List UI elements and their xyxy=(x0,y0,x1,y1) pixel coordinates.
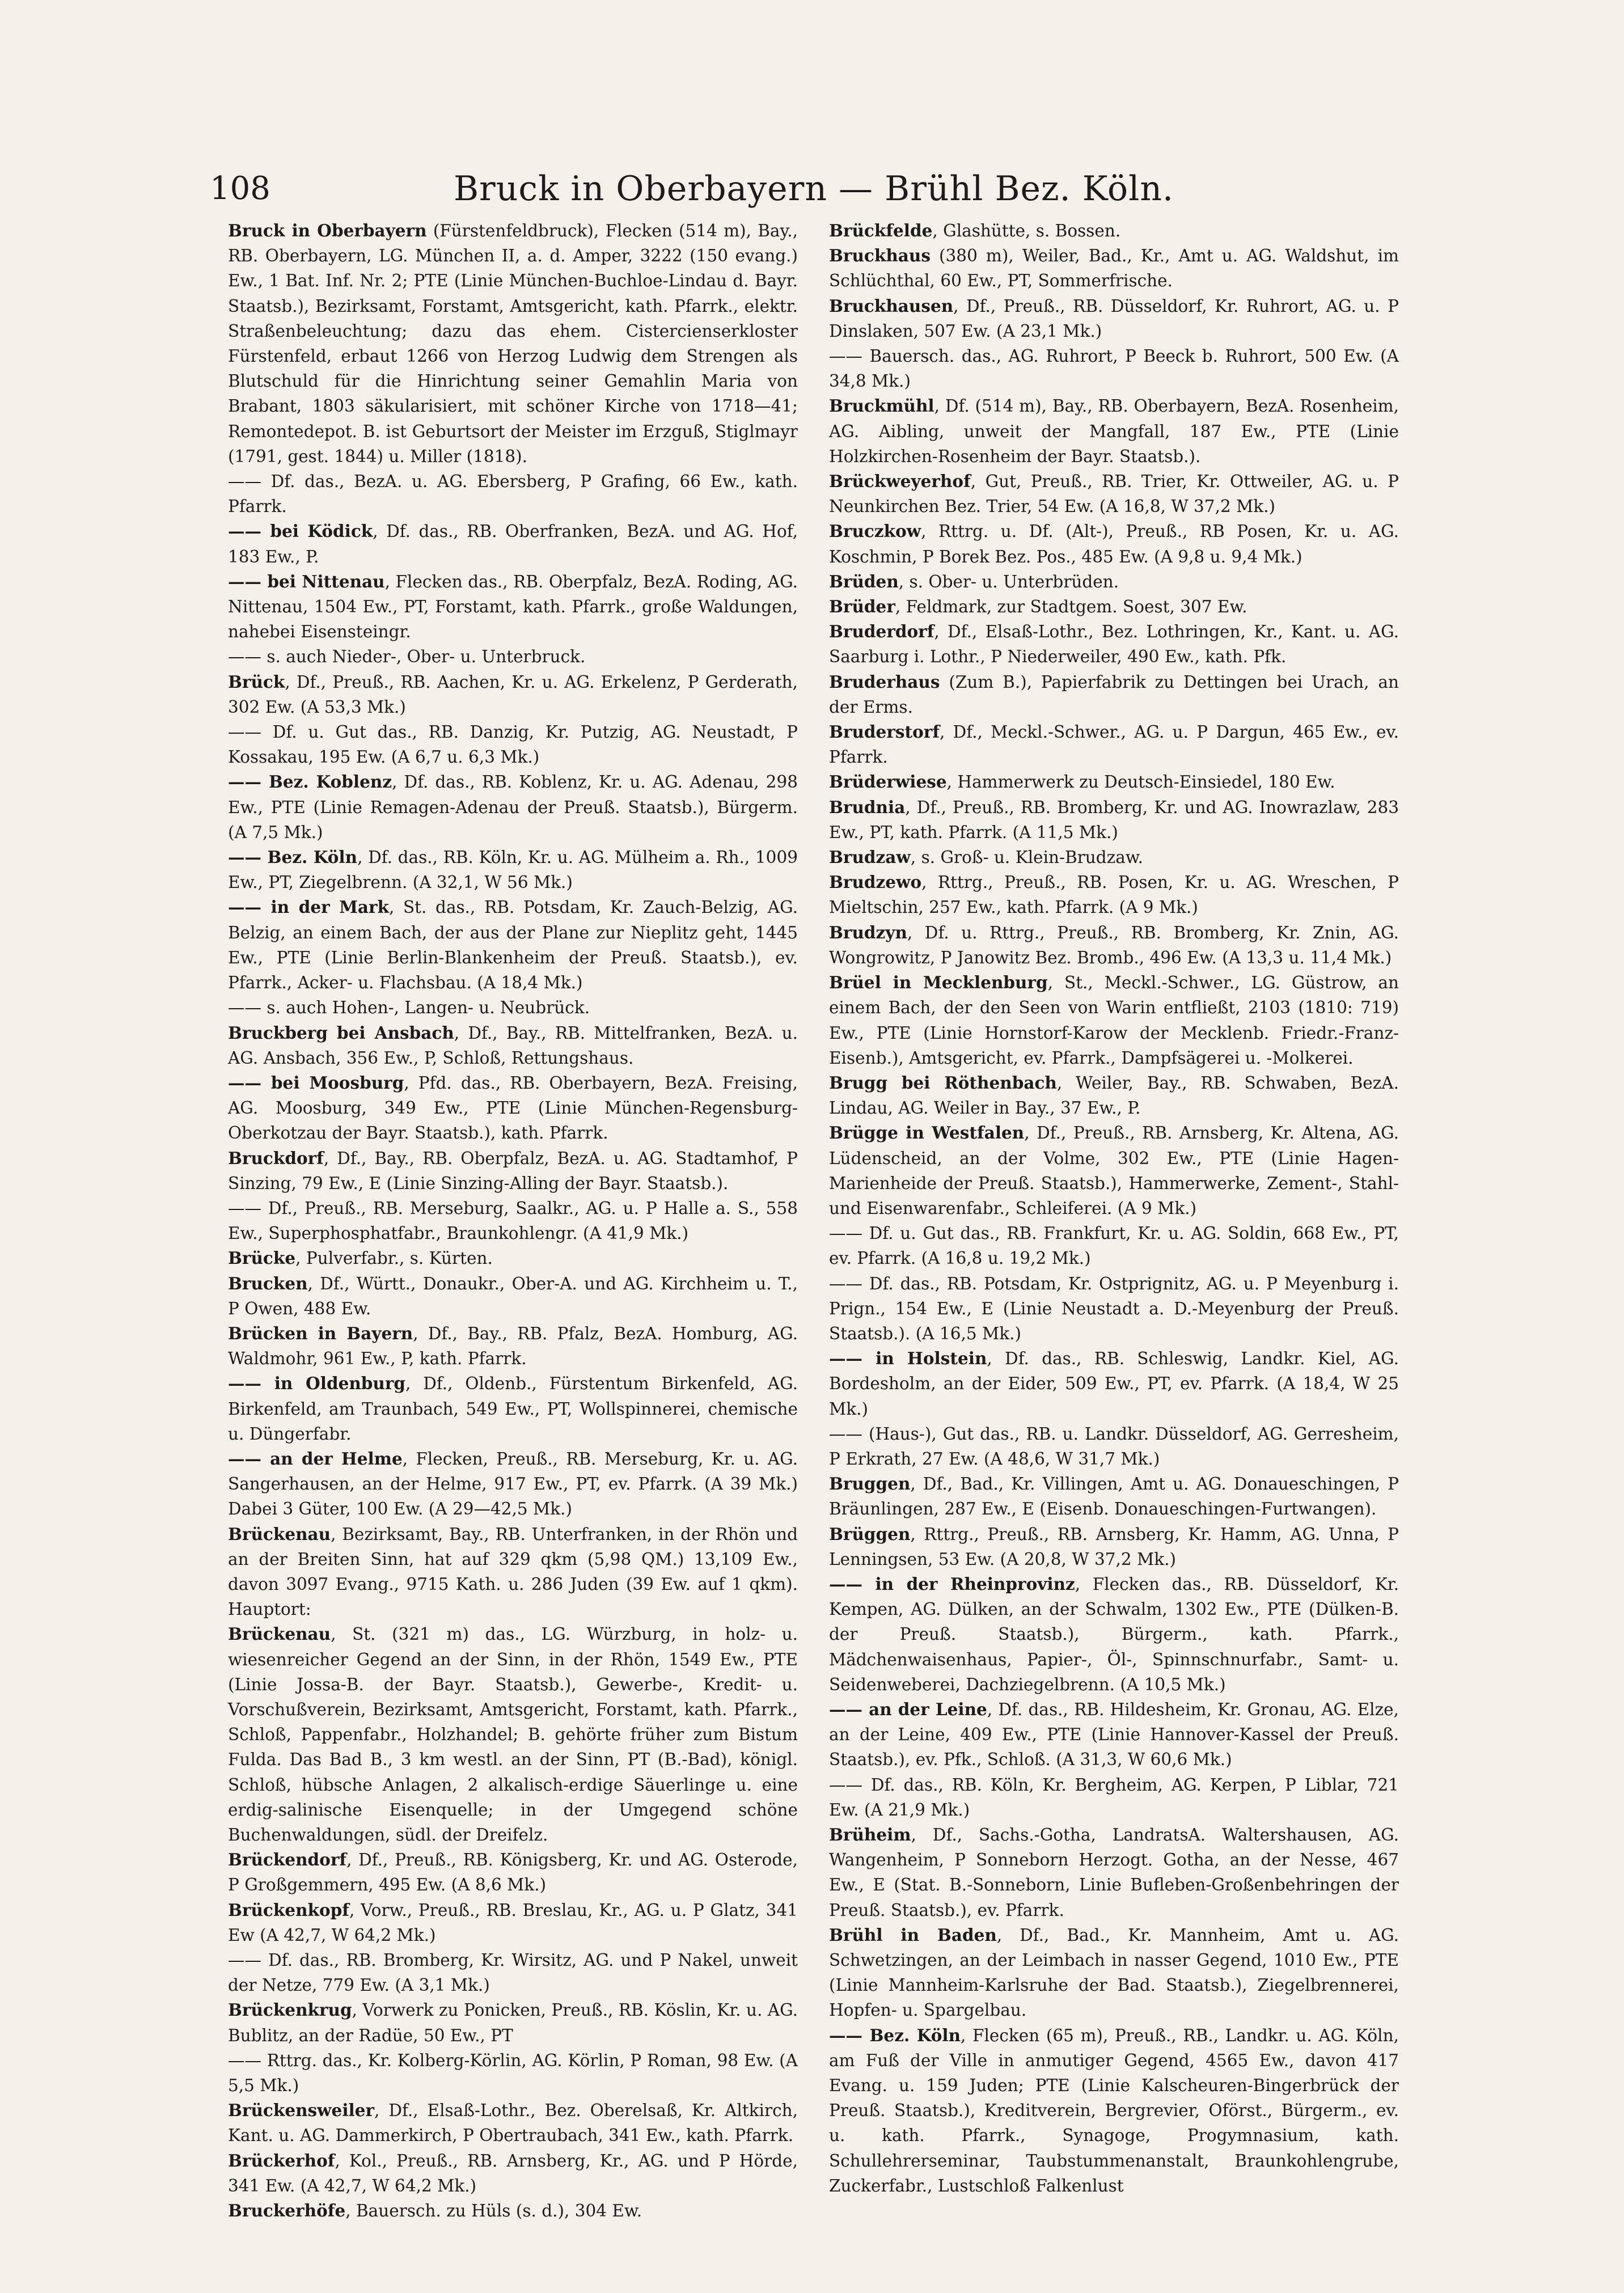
right-column xyxy=(829,218,1399,2198)
entry-headword: —— an der Leine xyxy=(829,1699,987,1719)
entry-headword: Bruggen xyxy=(829,1474,911,1494)
entry-text: , St. das., RB. Potsdam, Kr. Zauch-Belzig, AG. Belzig, an einem Bach, der aus der Plane zur Nieplitz geht, 1445 Ew., PTE (Linie Berlin-Blankenheim der Preuß. Staatsb.), ev. Pfarrk., Acker- u. Flachsbau. (A 18,4 Mk.) xyxy=(228,898,798,993)
gazetteer-entry xyxy=(829,469,1399,519)
entry-headword: Brucken xyxy=(228,1273,308,1293)
gazetteer-entry xyxy=(829,394,1399,469)
entry-text: (Fürstenfeldbruck), Flecken (514 m), Bay., RB. Oberbayern, LG. München II, a. d. Amper, 3222 (150 evang.) Ew., 1 Bat. Inf. Nr. 2; PTE (Linie München-Buchloe-Lindau d. Bayr. Staatsb.), Bezirksamt, Forstamt, Amtsgericht, kath. Pfarrk., elektr. Straßenbeleuchtung; dazu das ehem. Cistercienserkloster Fürstenfeld, erbaut 1266 von Herzog Ludwig dem Strengen als Blutschuld für die Hinrichtung seiner Gemahlin Maria von Brabant, 1803 säkularisiert, mit schöner Kirche von 1718—41; Remontedepot. B. ist Geburtsort der Meister im Erzguß, Stiglmayr (1791, gest. 1844) u. Miller (1818). xyxy=(228,221,798,466)
gazetteer-entry xyxy=(829,569,1399,594)
entry-text: , s. Groß- u. Klein-Brudzaw. xyxy=(910,848,1143,868)
gazetteer-entry xyxy=(228,1246,798,1271)
entry-text: , Df., Bay., RB. Oberpfalz, BezA. u. AG. Stadtamhof, P Sinzing, 79 Ew., E (Linie Sinzing-Alling der Bayr. Staatsb.). xyxy=(228,1148,798,1193)
entry-headword: Brückfelde xyxy=(829,221,933,240)
page-number: 108 xyxy=(210,170,270,207)
entry-headword: Brück xyxy=(228,671,285,692)
entry-headword: Bruckberg bei Ansbach xyxy=(228,1022,454,1043)
gazetteer-entry xyxy=(829,2023,1399,2198)
entry-headword: Bruck in Oberbayern xyxy=(228,221,427,240)
left-column xyxy=(228,218,798,2223)
entry-text: , Df. u. Rttrg., Preuß., RB. Bromberg, Kr. Znin, AG. Wongrowitz, P Janowitz Bez. Bromb., 496 Ew. (A 13,3 u. 11,4 Mk.) xyxy=(829,923,1399,967)
entry-headword: —— bei Nittenau xyxy=(228,571,385,591)
entry-headword: Bruckerhöfe xyxy=(228,2201,346,2221)
gazetteer-entry xyxy=(829,294,1399,344)
entry-headword: Brugg bei Röthenbach xyxy=(829,1072,1057,1093)
entry-headword: Brudzaw xyxy=(829,847,911,868)
entry-text: —— Rttrg. das., Kr. Kolberg-Körlin, AG. Körlin, P Roman, 98 Ew. (A 5,5 Mk.) xyxy=(228,2050,798,2096)
entry-text: , Df., Bay., RB. Mittelfranken, BezA. u. AG. Ansbach, 356 Ew., P, Schloß, Rettungshaus. xyxy=(228,1023,798,1068)
entry-text: —— s. auch Nieder-, Ober- u. Unterbruck. xyxy=(228,647,586,667)
gazetteer-entry xyxy=(228,569,798,645)
entry-headword: Bruckhausen xyxy=(829,295,954,316)
entry-text: , Df., Preuß., RB. Königsberg, Kr. und AG. Osterode, P Großgemmern, 495 Ew. (A 8,6 Mk.) xyxy=(228,1850,798,1895)
gazetteer-entry xyxy=(829,1822,1399,1923)
entry-headword: —— Bez. Koblenz xyxy=(228,772,392,792)
entry-text: , Df., Preuß., RB. Düsseldorf, Kr. Ruhrort, AG. u. P Dinslaken, 507 Ew. (A 23,1 Mk.) xyxy=(829,296,1399,341)
entry-headword: Brüder xyxy=(829,596,895,617)
gazetteer-entry xyxy=(829,594,1399,619)
running-title: Bruck in Oberbayern — Brühl Bez. Köln. xyxy=(453,169,1174,209)
entry-text: , Glashütte, s. Bossen. xyxy=(932,221,1121,240)
entry-text: , Df., Bad., Kr. Villingen, Amt u. AG. Donaueschingen, P Bräunlingen, 287 Ew., E (Eisenb. Donaueschingen-Furtwangen). xyxy=(829,1474,1399,1519)
gazetteer-entry xyxy=(228,1998,798,2047)
entry-headword: Bruckhaus xyxy=(829,246,931,266)
entry-headword: Brücke xyxy=(228,1248,296,1268)
entry-text: —— Df. das., RB. Bromberg, Kr. Wirsitz, AG. und P Nakel, unweit der Netze, 779 Ew. (A 3,1 Mk.) xyxy=(228,1951,798,1995)
entry-headword: —— Bez. Köln xyxy=(829,2025,961,2045)
entry-text: , Feldmark, zur Stadtgem. Soest, 307 Ew. xyxy=(895,597,1247,617)
entry-text: , Df., Württ., Donaukr., Ober-A. und AG. Kirchheim u. T., P Owen, 488 Ew. xyxy=(228,1274,798,1318)
gazetteer-entry xyxy=(228,1948,798,1998)
page-header xyxy=(210,163,1418,214)
gazetteer-entry xyxy=(829,1120,1399,1221)
gazetteer-entry xyxy=(829,1572,1399,1697)
gazetteer-entry xyxy=(829,970,1399,1071)
gazetteer-entry xyxy=(228,1522,798,1622)
entry-text: , Flecken, Preuß., RB. Merseburg, Kr. u. AG. Sangerhausen, an der Helme, 917 Ew., PT, ev. Pfarrk. (A 39 Mk.) Dabei 3 Güter, 100 Ew. (A 29—42,5 Mk.) xyxy=(228,1449,798,1519)
gazetteer-entry xyxy=(829,1346,1399,1422)
entry-headword: Brückerhof xyxy=(228,2150,335,2171)
entry-text: , Rttrg., Preuß., RB. Posen, Kr. u. AG. Wreschen, P Mieltschin, 257 Ew., kath. Pfarrk. (A 9 Mk.) xyxy=(829,873,1399,917)
entry-text: , Vorw., Preuß., RB. Breslau, Kr., AG. u. P Glatz, 341 Ew (A 42,7, W 64,2 Mk.) xyxy=(228,1900,798,1945)
entry-headword: Brüderwiese xyxy=(829,772,947,792)
entry-text: , Df. das., RB. Hildesheim, Kr. Gronau, AG. Elze, an der Leine, 409 Ew., PTE (Linie Hannover-Kassel der Preuß. Staatsb.), ev. Pfk., Schloß. (A 31,3, W 60,6 Mk.) xyxy=(829,1699,1399,1770)
entry-text: —— Df. das., RB. Potsdam, Kr. Ostprignitz, AG. u. P Meyenburg i. Prign., 154 Ew., E (Linie Neustadt a. D.-Meyenburg der Preuß. Staatsb.). (A 16,5 Mk.) xyxy=(829,1274,1399,1343)
gazetteer-entry xyxy=(228,1196,798,1246)
gazetteer-entry xyxy=(228,1446,798,1522)
entry-headword: Brückenkrug xyxy=(228,2000,352,2020)
entry-text: , Pfd. das., RB. Oberbayern, BezA. Freising, AG. Moosburg, 349 Ew., PTE (Linie München-Regensburg-Oberkotzau der Bayr. Staatsb.), kath. Pfarrk. xyxy=(228,1073,798,1143)
entry-text: (380 m), Weiler, Bad., Kr., Amt u. AG. Waldshut, im Schlüchthal, 60 Ew., PT, Sommerfrische. xyxy=(829,246,1399,291)
entry-text: , Hammerwerk zu Deutsch-Einsiedel, 180 Ew. xyxy=(946,772,1335,792)
entry-headword: Bruckdorf xyxy=(228,1148,324,1168)
entry-text: , Rttrg. u. Df. (Alt-), Preuß., RB Posen, Kr. u. AG. Koschmin, P Borek Bez. Pos., 485 Ew. (A 9,8 u. 9,4 Mk.) xyxy=(829,522,1399,566)
entry-headword: Brühl in Baden xyxy=(829,1924,997,1945)
gazetteer-entry xyxy=(829,1071,1399,1120)
entry-text: , Df., Bay., RB. Pfalz, BezA. Homburg, AG. Waldmohr, 961 Ew., P, kath. Pfarrk. xyxy=(228,1323,798,1369)
entry-text: , Df., Preuß., RB. Aachen, Kr. u. AG. Erkelenz, P Gerderath, 302 Ew. (A 53,3 Mk.) xyxy=(228,672,798,717)
gazetteer-entry xyxy=(829,1422,1399,1471)
entry-headword: Brüel in Mecklenburg xyxy=(829,972,1048,993)
gazetteer-entry xyxy=(829,769,1399,794)
gazetteer-entry xyxy=(228,1021,798,1071)
gazetteer-entry xyxy=(228,895,798,995)
gazetteer-entry xyxy=(829,344,1399,394)
gazetteer-entry xyxy=(228,644,798,669)
entry-headword: Brudzyn xyxy=(829,922,907,942)
gazetteer-entry xyxy=(829,720,1399,769)
entry-headword: Brücken in Bayern xyxy=(228,1323,413,1343)
gazetteer-entry xyxy=(228,1371,798,1446)
entry-text: —— (Haus-), Gut das., RB. u. Landkr. Düsseldorf, AG. Gerresheim, P Erkrath, 27 Ew. (A 48,6, W 31,7 Mk.) xyxy=(829,1424,1399,1469)
entry-headword: Bruderdorf xyxy=(829,621,934,642)
entry-text: , Df. das., RB. Koblenz, Kr. u. AG. Adenau, 298 Ew., PTE (Linie Remagen-Adenau der Preuß. Staatsb.), Bürgerm. (A 7,5 Mk.) xyxy=(228,772,798,842)
entry-text: , Flecken das., RB. Oberpfalz, BezA. Roding, AG. Nittenau, 1504 Ew., PT, Forstamt, kath. Pfarrk., große Waldungen, nahebei Eisensteingr. xyxy=(228,572,798,642)
entry-headword: —— in der Mark xyxy=(228,897,389,917)
gazetteer-entry xyxy=(829,619,1399,669)
gazetteer-entry xyxy=(829,870,1399,920)
gazetteer-entry xyxy=(228,1146,798,1196)
entry-text: —— Df. das., RB. Köln, Kr. Bergheim, AG. Kerpen, P Liblar, 721 Ew. (A 21,9 Mk.) xyxy=(829,1775,1399,1820)
entry-headword: —— an der Helme xyxy=(228,1448,403,1469)
entry-text: , Bauersch. zu Hüls (s. d.), 304 Ew. xyxy=(345,2201,642,2221)
gazetteer-entry xyxy=(829,243,1399,293)
gazetteer-entry xyxy=(228,769,798,845)
entry-headword: Bruczkow xyxy=(829,521,921,541)
gazetteer-entry xyxy=(829,519,1399,569)
entry-text: , Df., Preuß., RB. Bromberg, Kr. und AG. Inowrazlaw, 283 Ew., PT, kath. Pfarrk. (A 11,5 Mk.) xyxy=(829,797,1399,842)
entry-text: —— Df. u. Gut das., RB. Danzig, Kr. Putzig, AG. Neustadt, P Kossakau, 195 Ew. (A 6,7 u. 6,3 Mk.) xyxy=(228,722,798,767)
entry-headword: —— Bez. Köln xyxy=(228,847,358,868)
entry-text: , Vorwerk zu Ponicken, Preuß., RB. Köslin, Kr. u. AG. Bublitz, an der Radüe, 50 Ew., PT xyxy=(228,2000,798,2045)
entry-text: , St., Meckl.-Schwer., LG. Güstrow, an einem Bach, der den Seen von Warin entfließt, 2103 (1810: 719) Ew., PTE (Linie Hornstorf-Karow der Mecklenb. Friedr.-Franz-Eisenb.), Amtsgericht, ev. Pfarrk., Dampfsägerei u. -Molkerei. xyxy=(829,973,1399,1068)
gazetteer-entry xyxy=(829,1697,1399,1772)
entry-text: , Gut, Preuß., RB. Trier, Kr. Ottweiler, AG. u. P Neunkirchen Bez. Trier, 54 Ew. (A 16,8, W 37,2 Mk.) xyxy=(829,472,1399,517)
entry-text: , Df. das., RB. Köln, Kr. u. AG. Mülheim a. Rh., 1009 Ew., PT, Ziegelbrenn. (A 32,1, W 56 Mk.) xyxy=(228,848,798,892)
gazetteer-entry xyxy=(228,2098,798,2148)
entry-text: , Df. (514 m), Bay., RB. Oberbayern, BezA. Rosenheim, AG. Aibling, unweit der Mangfall, 187 Ew., PTE (Linie Holzkirchen-Rosenheim der Bayr. Staatsb.). xyxy=(829,396,1399,466)
entry-headword: —— in Holstein xyxy=(829,1348,987,1369)
gazetteer-entry xyxy=(829,795,1399,845)
entry-text: —— Df., Preuß., RB. Merseburg, Saalkr., AG. u. P Halle a. S., 558 Ew., Superphosphatfabr., Braunkohlengr. (A 41,9 Mk.) xyxy=(228,1198,798,1243)
gazetteer-entry xyxy=(228,670,798,720)
entry-headword: Brückenau xyxy=(228,1524,331,1544)
gazetteer-entry xyxy=(829,920,1399,970)
entry-text: , Rttrg., Preuß., RB. Arnsberg, Kr. Hamm, AG. Unna, P Lenningsen, 53 Ew. (A 20,8, W 37,2 Mk.) xyxy=(829,1524,1399,1569)
entry-headword: —— bei Ködick xyxy=(228,521,373,541)
entry-text: , Flecken das., RB. Düsseldorf, Kr. Kempen, AG. Dülken, an der Schwalm, 1302 Ew., PTE (Dülken-B. der Preuß. Staatsb.), Bürgerm., kath. Pfarrk., Mädchenwaisenhaus, Papier-, Öl-, Spinnschnurfabr., Samt- u. Seidenweberei, Dachziegelbrenn. (A 10,5 Mk.) xyxy=(829,1574,1399,1694)
entry-headword: Brudnia xyxy=(829,797,906,817)
entry-text: , s. Ober- u. Unterbrüden. xyxy=(898,572,1119,591)
gazetteer-entry xyxy=(829,1221,1399,1271)
gazetteer-entry xyxy=(228,995,798,1020)
entry-text: , Weiler, Bay., RB. Schwaben, BezA. Lindau, AG. Weiler in Bay., 37 Ew., P. xyxy=(829,1073,1399,1118)
entry-headword: Brüheim xyxy=(829,1825,911,1844)
gazetteer-entry xyxy=(228,1071,798,1146)
gazetteer-entry xyxy=(228,519,798,569)
gazetteer-entry xyxy=(228,218,798,469)
entry-text: —— Df. das., BezA. u. AG. Ebersberg, P Grafing, 66 Ew., kath. Pfarrk. xyxy=(228,472,798,517)
entry-text: , Df., Oldenb., Fürstentum Birkenfeld, AG. Birkenfeld, am Traunbach, 549 Ew., PT, Wollspinnerei, chemische u. Düngerfabr. xyxy=(228,1374,798,1444)
gazetteer-entry xyxy=(829,218,1399,243)
gazetteer-entry xyxy=(228,1847,798,1897)
entry-text: , Df., Elsaß-Lothr., Bez. Oberelsaß, Kr. Altkirch, Kant. u. AG. Dammerkirch, P Obertraubach, 341 Ew., kath. Pfarrk. xyxy=(228,2101,798,2146)
gazetteer-entry xyxy=(228,2148,798,2198)
entry-headword: Brückendorf xyxy=(228,1850,347,1870)
gazetteer-entry xyxy=(829,1471,1399,1521)
entry-headword: Bruderstorf xyxy=(829,722,940,742)
entry-headword: Brügge in Westfalen xyxy=(829,1123,1025,1143)
entry-headword: —— in der Rheinprovinz xyxy=(829,1573,1075,1594)
gazetteer-entry xyxy=(228,1898,798,1948)
entry-headword: Brüggen xyxy=(829,1524,911,1544)
entry-text: , St. (321 m) das., LG. Würzburg, in holz- u. wiesenreicher Gegend an der Sinn, in der Rhön, 1549 Ew., PTE (Linie Jossa-B. der Bayr. Staatsb.), Gewerbe-, Kredit- u. Vorschußverein, Bezirksamt, Amtsgericht, Forstamt, kath. Pfarrk., Schloß, Pappenfabr., Holzhandel; B. gehörte früher zum Bistum Fulda. Das Bad B., 3 km westl. an der Sinn, PT (B.-Bad), königl. Schloß, hübsche Anlagen, 2 alkalisch-erdige Säuerlinge u. eine erdig-salinische Eisenquelle; in der Umgegend schöne Buchenwaldungen, südl. der Dreifelz. xyxy=(228,1624,798,1844)
entry-text: —— Df. u. Gut das., RB. Frankfurt, Kr. u. AG. Soldin, 668 Ew., PT, ev. Pfarrk. (A 16,8 u. 19,2 Mk.) xyxy=(829,1224,1399,1268)
gazetteer-entry xyxy=(228,1271,798,1321)
entry-text: , Kol., Preuß., RB. Arnsberg, Kr., AG. und P Hörde, 341 Ew. (A 42,7, W 64,2 Mk.) xyxy=(228,2151,798,2195)
entry-headword: Brüden xyxy=(829,571,899,591)
entry-headword: Brückweyerhof xyxy=(829,471,971,492)
gazetteer-entry xyxy=(228,1321,798,1371)
entry-text: , Pulverfabr., s. Kürten. xyxy=(295,1249,493,1268)
gazetteer-entry xyxy=(829,845,1399,870)
gazetteer-entry xyxy=(228,720,798,769)
gazetteer-entry xyxy=(829,1271,1399,1347)
gazetteer-entry xyxy=(228,2048,798,2098)
gazetteer-entry xyxy=(829,670,1399,720)
entry-text: , Df., Meckl.-Schwer., AG. u. P Dargun, 465 Ew., ev. Pfarrk. xyxy=(829,722,1399,767)
entry-headword: —— in Oldenburg xyxy=(228,1373,406,1394)
entry-headword: —— bei Moosburg xyxy=(228,1072,404,1093)
entry-headword: Brückenkopf xyxy=(228,1899,349,1920)
entry-headword: Bruderhaus xyxy=(829,671,940,692)
entry-text: —— s. auch Hohen-, Langen- u. Neubrück. xyxy=(228,998,590,1018)
gazetteer-entry xyxy=(228,2198,798,2223)
entry-text: , Df., Sachs.-Gotha, LandratsA. Waltershausen, AG. Wangenheim, P Sonneborn Herzogt. Gotha, an der Nesse, 467 Ew., E (Stat. B.-Sonneborn, Linie Bufleben-Großenbehringen der Preuß. Staatsb.), ev. Pfarrk. xyxy=(829,1825,1399,1920)
entry-text: (Zum B.), Papierfabrik zu Dettingen bei Urach, an der Erms. xyxy=(829,672,1399,717)
gazetteer-entry xyxy=(829,1522,1399,1572)
gazetteer-entry xyxy=(829,1923,1399,2023)
entry-text: , Df. das., RB. Oberfranken, BezA. und AG. Hof, 183 Ew., P. xyxy=(228,522,798,566)
entry-headword: Brudzewo xyxy=(829,872,922,892)
entry-text: , Df., Preuß., RB. Arnsberg, Kr. Altena, AG. Lüdenscheid, an der Volme, 302 Ew., PTE (Linie Hagen-Marienheide der Preuß. Staatsb.), Hammerwerke, Zement-, Stahl- und Eisenwarenfabr., Schleiferei. (A 9 Mk.) xyxy=(829,1123,1399,1218)
entry-text: , Bezirksamt, Bay., RB. Unterfranken, in der Rhön und an der Breiten Sinn, hat auf 329 qkm (5,98 QM.) 13,109 Ew., davon 3097 Evang., 9715 Kath. u. 286 Juden (39 Ew. auf 1 qkm). Hauptort: xyxy=(228,1524,798,1619)
entry-headword: Brückensweiler xyxy=(228,2100,375,2121)
gazetteer-entry xyxy=(228,469,798,519)
entry-text: , Df. das., RB. Schleswig, Landkr. Kiel, AG. Bordesholm, an der Eider, 509 Ew., PT, ev. Pfarrk. (A 18,4, W 25 Mk.) xyxy=(829,1349,1399,1419)
entry-text: , Df., Bad., Kr. Mannheim, Amt u. AG. Schwetzingen, an der Leimbach in nasser Gegend, 1010 Ew., PTE (Linie Mannheim-Karlsruhe der Bad. Staatsb.), Ziegelbrennerei, Hopfen- u. Spargelbau. xyxy=(829,1925,1399,2020)
entry-headword: Brückenau xyxy=(228,1624,331,1644)
entry-text: , Flecken (65 m), Preuß., RB., Landkr. u. AG. Köln, am Fuß der Ville in anmutiger Gegend, 4565 Ew., davon 417 Evang. u. 159 Juden; PTE (Linie Kalscheuren-Bingerbrück der Preuß. Staatsb.), Kreditverein, Bergrevier, Oförst., Bürgerm., ev. u. kath. Pfarrk., Synagoge, Progymnasium, kath. Schullehrerseminar, Taubstummenanstalt, Braunkohlengrube, Zuckerfabr., Lustschloß Falkenlust xyxy=(829,2025,1399,2195)
entry-text: —— Bauersch. das., AG. Ruhrort, P Beeck b. Ruhrort, 500 Ew. (A 34,8 Mk.) xyxy=(829,346,1399,391)
entry-headword: Bruckmühl xyxy=(829,396,934,416)
entry-text: , Df., Elsaß-Lothr., Bez. Lothringen, Kr., Kant. u. AG. Saarburg i. Lothr., P Niederweiler, 490 Ew., kath. Pfk. xyxy=(829,622,1399,667)
gazetteer-entry xyxy=(228,845,798,895)
gazetteer-entry xyxy=(829,1772,1399,1822)
gazetteer-entry xyxy=(228,1622,798,1847)
